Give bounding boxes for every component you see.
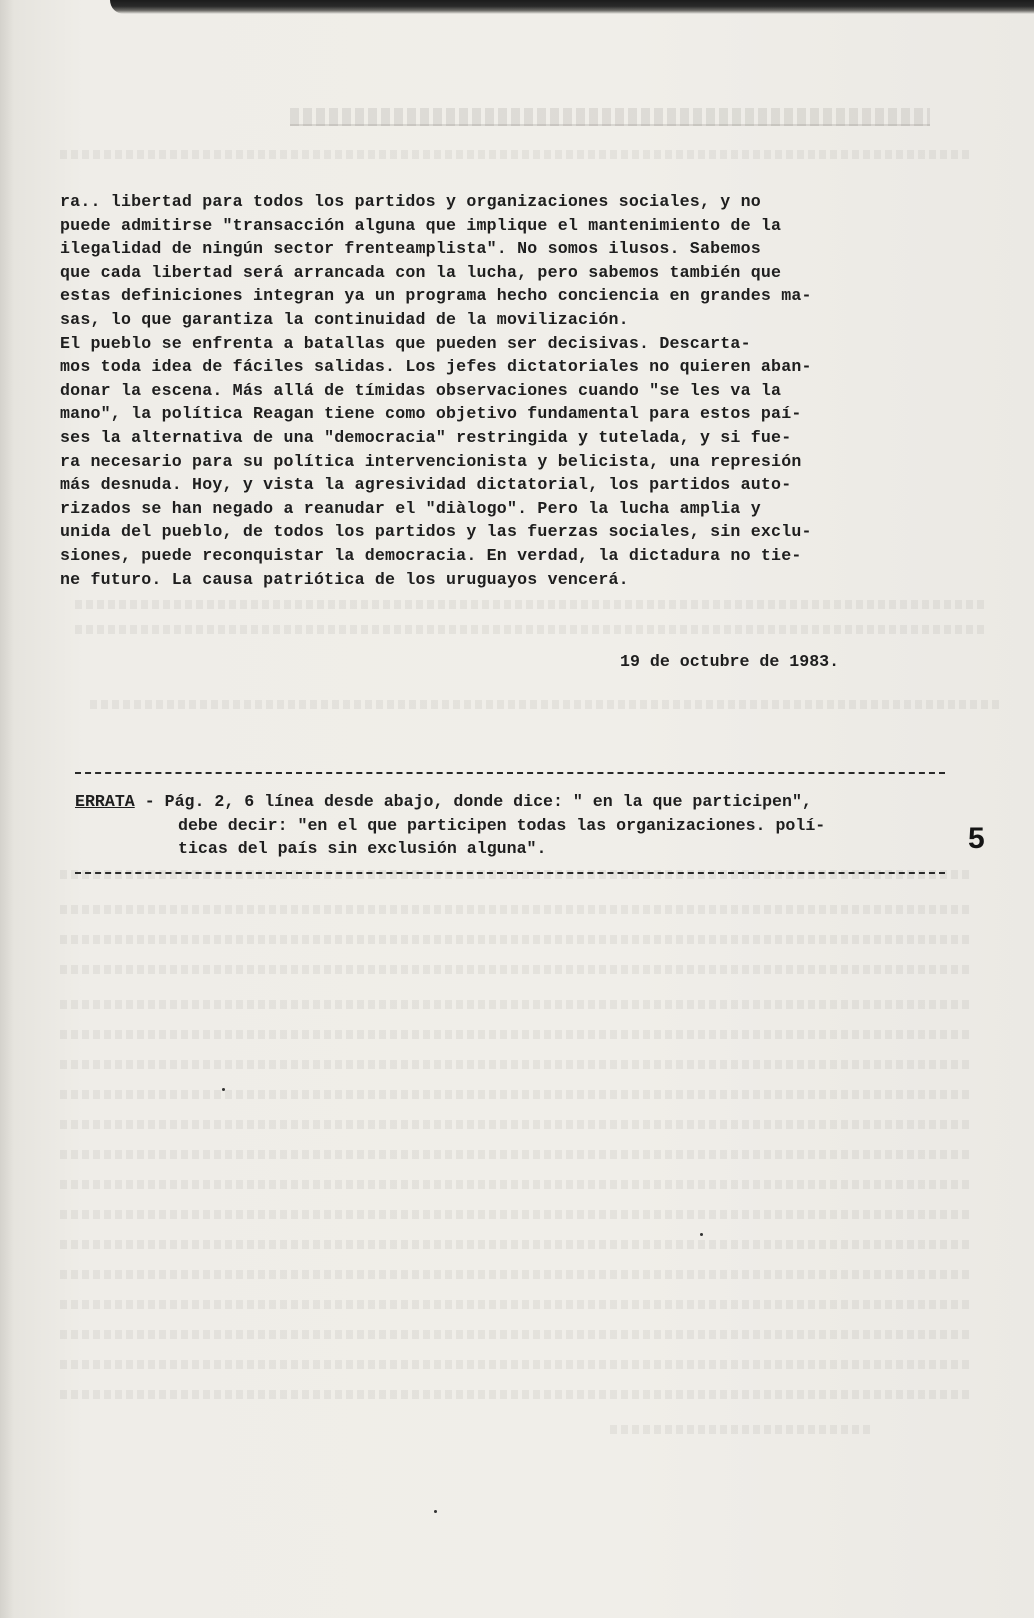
bleed-through-line	[60, 1030, 970, 1039]
text-line: rizados se han negado a reanudar el "diàlogo". Pero la lucha amplia y	[60, 498, 761, 518]
text-line: mos toda idea de fáciles salidas. Los jefes dictatoriales no quieren aban-	[60, 357, 812, 377]
bleed-through-line	[60, 1270, 970, 1279]
bleed-through-line	[60, 1150, 970, 1159]
text-line: ilegalidad de ningún sector frenteamplista". No somos ilusos. Sabemos	[60, 239, 761, 259]
bleed-through-line	[60, 1000, 970, 1009]
divider-bottom	[75, 872, 945, 874]
bleed-through-line	[60, 150, 970, 159]
text-line: siones, puede reconquistar la democracia. En verdad, la dictadura no tie-	[60, 545, 802, 565]
text-line: donar la escena. Más allá de tímidas observaciones cuando "se les va la	[60, 380, 782, 400]
bleed-through-line	[60, 1180, 970, 1189]
errata-note	[75, 790, 975, 861]
bleed-through-line	[610, 1425, 870, 1434]
text-line: El pueblo se enfrenta a batallas que pueden ser decisivas. Descarta-	[60, 333, 751, 353]
text-line: unida del pueblo, de todos los partidos y las fuerzas sociales, sin exclu-	[60, 522, 812, 542]
bleed-through-line	[75, 600, 985, 609]
page-shadow-left	[0, 0, 14, 1618]
text-line: mano", la política Reagan tiene como objetivo fundamental para estos paí-	[60, 404, 802, 424]
errata-line-2: debe decir: "en el que participen todas las organizaciones. polí-	[178, 815, 826, 835]
bleed-through-line	[60, 1300, 970, 1309]
errata-line-3: ticas del país sin exclusión alguna".	[178, 839, 547, 859]
bleed-through-line	[60, 1360, 970, 1369]
binding-edge	[110, 0, 1034, 14]
text-line: ne futuro. La causa patriótica de los uruguayos vencerá.	[60, 569, 629, 589]
text-line: que cada libertad será arrancada con la lucha, pero sabemos también que	[60, 262, 782, 282]
errata-label: ERRATA	[75, 792, 135, 811]
bleed-through-line	[60, 935, 970, 944]
bleed-through-line	[60, 1390, 970, 1399]
ink-speck	[700, 1233, 703, 1236]
bleed-through-line	[60, 1090, 970, 1099]
bleed-through-line	[90, 700, 1000, 709]
errata-line-1	[75, 790, 975, 814]
bleed-through-line	[60, 1330, 970, 1339]
bleed-through-title	[290, 108, 930, 126]
bleed-through-line	[60, 1060, 970, 1069]
bleed-through-line	[75, 625, 985, 634]
text-line: ra.. libertad para todos los partidos y organizaciones sociales, y no	[60, 192, 761, 211]
bleed-through-line	[60, 1240, 970, 1249]
text-line: sas, lo que garantiza la continuidad de la movilización.	[60, 309, 629, 329]
text-line: puede admitirse "transacción alguna que implique el mantenimiento de la	[60, 215, 782, 235]
text-line: ses la alternativa de una "democracia" restringida y tutelada, y si fue-	[60, 427, 792, 447]
document-date: 19 de octubre de 1983.	[620, 652, 840, 671]
body-text	[60, 190, 960, 591]
bleed-through-line	[60, 1210, 970, 1219]
bleed-through-line	[60, 905, 970, 914]
text-line: ra necesario para su política intervencionista y belicista, una represión	[60, 451, 802, 471]
bleed-through-line	[60, 1120, 970, 1129]
page-number: 5	[968, 822, 985, 855]
ink-speck	[434, 1510, 437, 1513]
bleed-through-line	[60, 965, 970, 974]
ink-speck	[222, 1088, 225, 1091]
text-line: más desnuda. Hoy, y vista la agresividad dictatorial, los partidos auto-	[60, 475, 792, 495]
divider-top	[75, 772, 945, 774]
text-line: estas definiciones integran ya un programa hecho conciencia en grandes ma-	[60, 286, 812, 306]
errata-text: - Pág. 2, 6 línea desde abajo, donde dice: " en la que participen",	[134, 792, 812, 811]
